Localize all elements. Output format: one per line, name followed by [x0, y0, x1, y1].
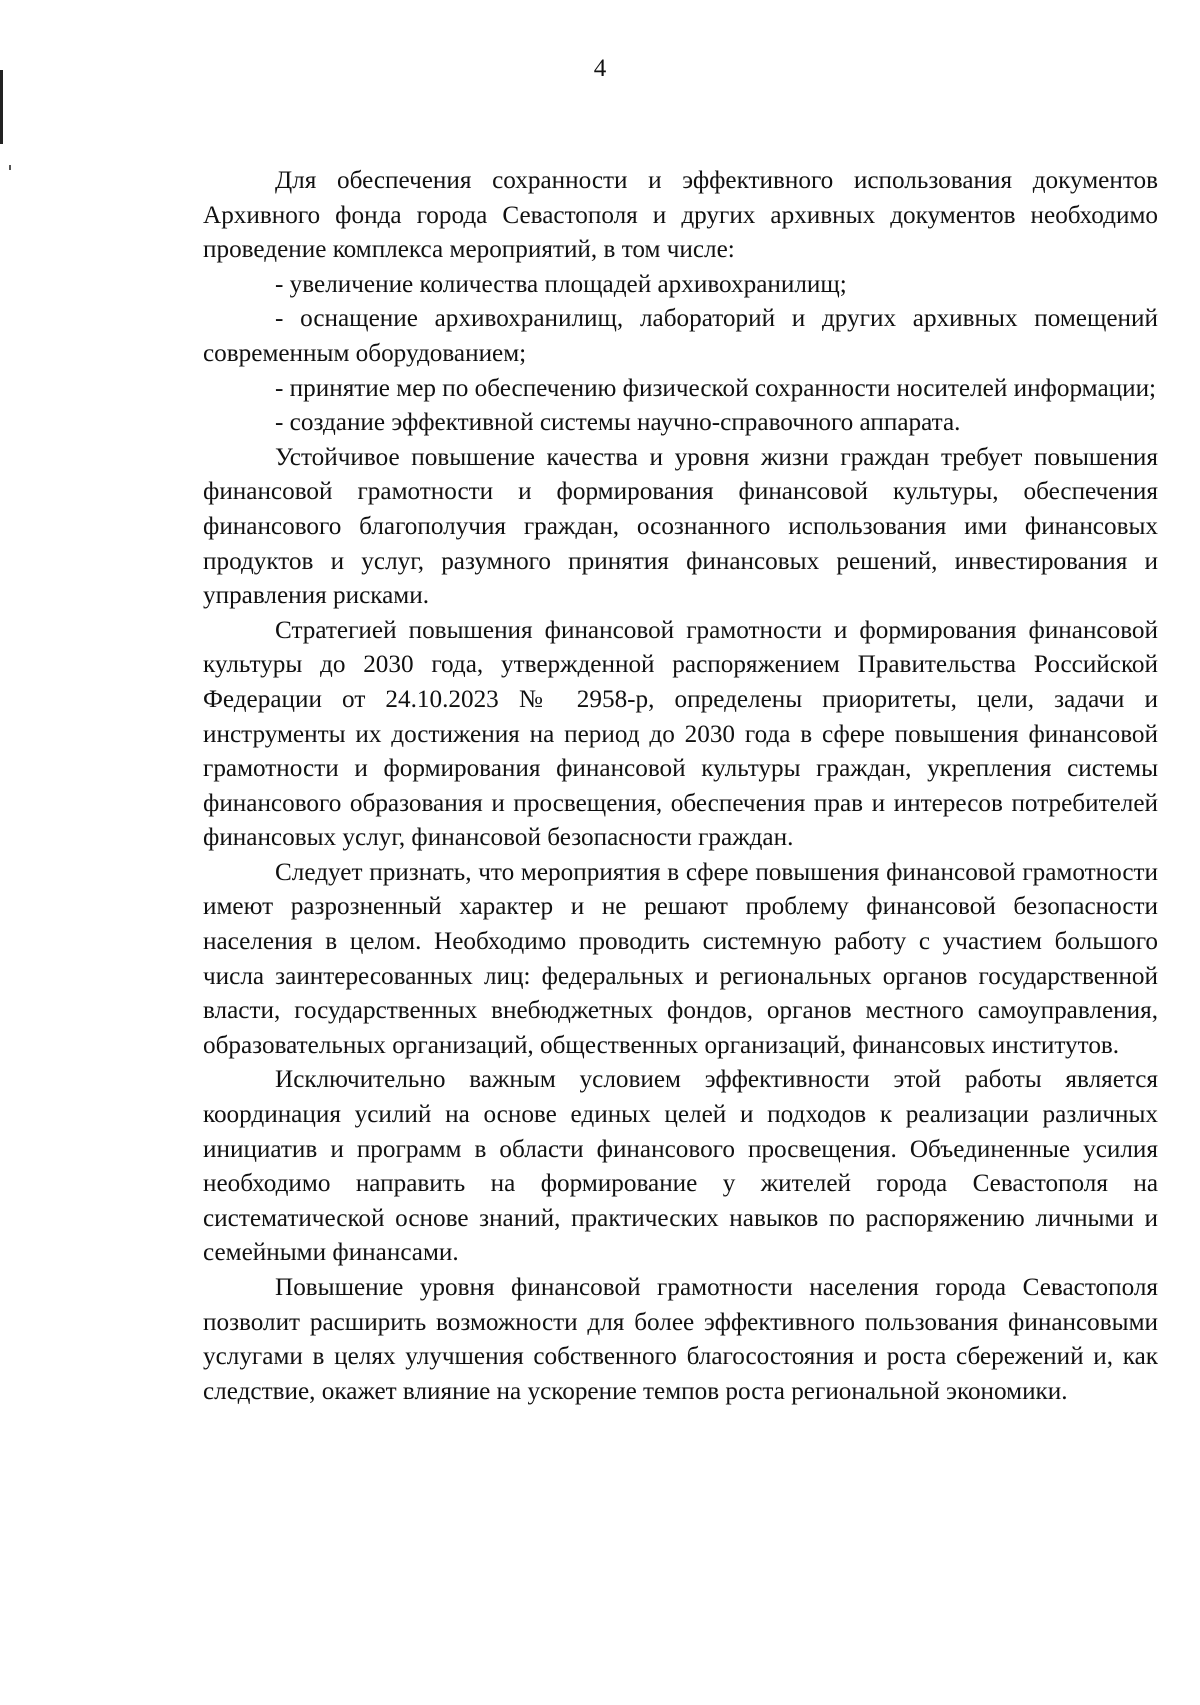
list-item-reference-system: - создание эффективной системы научно-справочного аппарата. [275, 409, 961, 437]
paragraph-coordination: Исключительно важным условием эффективности этой работы является координация усилий на основе единых целей и подходов к реализации различных инициатив и программ в области финансового просвещения. Объединенные усилия необходимо направить на формирование у жителей города Севастополя на систематической основе знаний, практических навыков по распоряжению личными и семейными финансами. [203, 1066, 1158, 1267]
list-item-storage-area: - увеличение количества площадей архивохранилищ; [275, 270, 847, 298]
list-item-physical-safety: - принятие мер по обеспечению физической сохранности носителей информации; [275, 374, 1157, 402]
paragraph-outcome: Повышение уровня финансовой грамотности населения города Севастополя позволит расширить возможности для более эффективного пользования финансовыми услугами в целях улучшения собственного благосостояния и роста сбережений и, как следствие, окажет влияние на ускорение темпов роста региональной экономики. [203, 1274, 1158, 1405]
paragraph-archive-intro: Для обеспечения сохранности и эффективного использования документов Архивного фонда города Севастополя и других архивных документов необходимо проведение комплекса мероприятий, в том числе: [203, 167, 1158, 264]
scan-edge-dot [9, 165, 11, 170]
paragraph-systemic-work: Следует признать, что мероприятия в сфере повышения финансовой грамотности имеют разрозненный характер и не решают проблему финансовой безопасности населения в целом. Необходимо проводить системную работу с участием большого числа заинтересованных лиц: федеральных и региональных органов государственной власти, государственных внебюджетных фондов, органов местного самоуправления, образовательных организаций, общественных организаций, финансовых институтов. [203, 858, 1158, 1059]
paragraph-strategy: Стратегией повышения финансовой грамотности и формирования финансовой культуры до 2030 года, утвержденной распоряжением Правительства Российской Федерации от 24.10.2023 № 2958-р, определены приоритеты, цели, задачи и инструменты их достижения на период до 2030 года в сфере повышения финансовой грамотности и формирования финансовой культуры граждан, укрепления системы финансового образования и просвещения, обеспечения прав и интересов потребителей финансовых услуг, финансовой безопасности граждан. [203, 616, 1158, 852]
page-number: 4 [593, 55, 607, 82]
paragraph-financial-literacy: Устойчивое повышение качества и уровня жизни граждан требует повышения финансовой грамотности и формирования финансовой культуры, обеспечения финансового благополучия граждан, осознанного использования ими финансовых продуктов и услуг, разумного принятия финансовых решений, инвестирования и управления рисками. [203, 443, 1158, 610]
document-body [203, 164, 1158, 1409]
list-item-equipment: - оснащение архивохранилищ, лабораторий и других архивных помещений современным оборудованием; [203, 305, 1158, 367]
